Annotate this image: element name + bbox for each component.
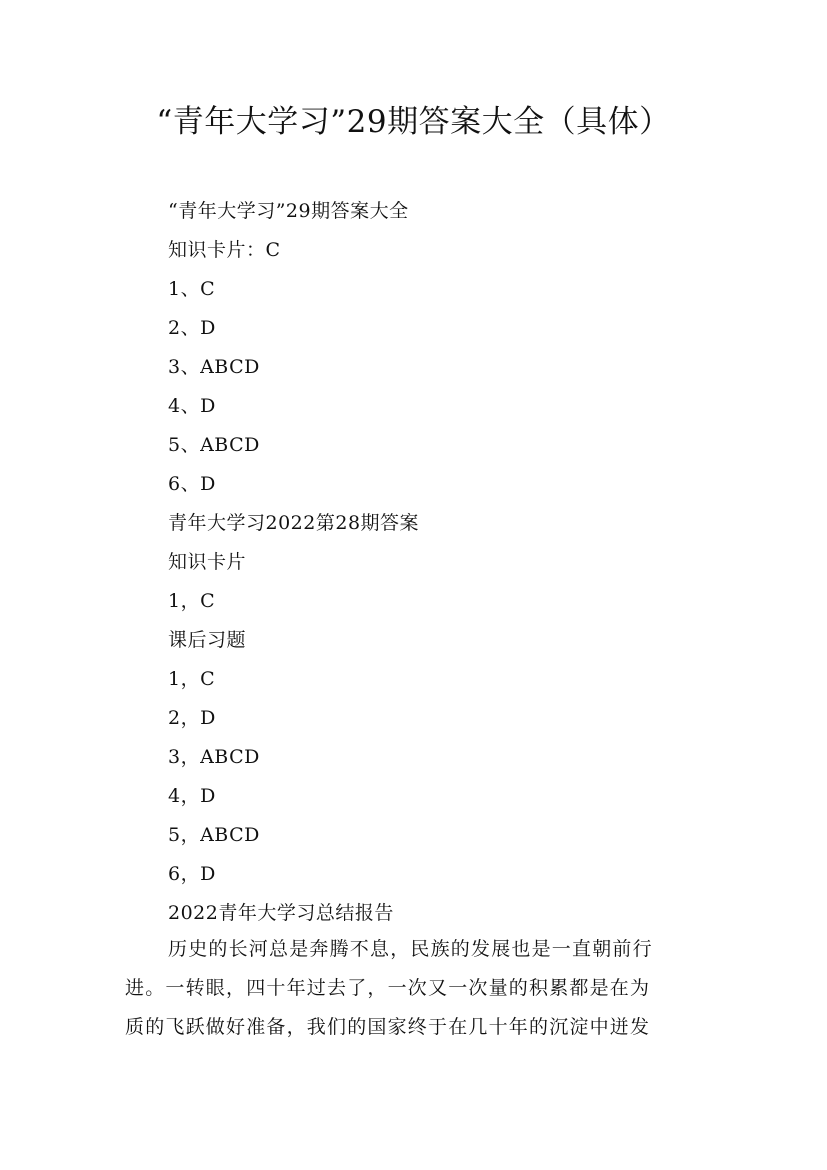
- answer-line-1: 1、C: [168, 278, 216, 300]
- paragraph-line-3: 质的飞跃做好准备，我们的国家终于在几十年的沉淀中迸发: [125, 1016, 651, 1038]
- paragraph-line-1: 历史的长河总是奔腾不息，民族的发展也是一直朝前行: [168, 938, 653, 960]
- answer-line-4: 4、D: [168, 395, 216, 417]
- exercise-answer-5: 5，ABCD: [168, 824, 260, 846]
- report-heading: 2022青年大学习总结报告: [168, 902, 394, 924]
- answer-line-3: 3、ABCD: [168, 356, 260, 378]
- subtitle-line: “青年大学习”29期答案大全: [168, 200, 409, 222]
- exercise-answer-1: 1，C: [168, 668, 216, 690]
- exercise-answer-3: 3，ABCD: [168, 746, 260, 768]
- knowledge-card-answer-28: 1，C: [168, 590, 216, 612]
- report-paragraph: [125, 930, 710, 1047]
- exercise-answer-2: 2，D: [168, 707, 216, 729]
- exercise-answer-4: 4，D: [168, 785, 216, 807]
- document-body: [168, 192, 728, 933]
- document-title: “青年大学习”29期答案大全（具体）: [156, 104, 671, 140]
- section-heading-28: 青年大学习2022第28期答案: [168, 512, 420, 534]
- answer-line-6: 6、D: [168, 473, 216, 495]
- knowledge-card-answer: 知识卡片：C: [168, 239, 281, 261]
- knowledge-card-heading: 知识卡片: [168, 551, 247, 573]
- paragraph-line-2: 进。一转眼，四十年过去了，一次又一次量的积累都是在为: [125, 977, 651, 999]
- exercises-heading: 课后习题: [168, 629, 247, 651]
- answer-line-2: 2、D: [168, 317, 216, 339]
- exercise-answer-6: 6，D: [168, 863, 216, 885]
- answer-line-5: 5、ABCD: [168, 434, 260, 456]
